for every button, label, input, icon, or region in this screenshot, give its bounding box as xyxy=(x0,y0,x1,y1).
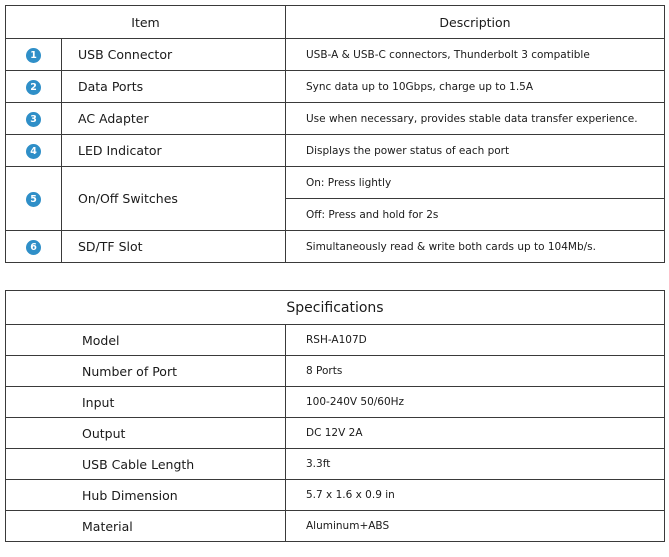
item-column-header: Item xyxy=(6,6,286,39)
spec-row-hub-dimension xyxy=(6,480,665,511)
numbered-circle-icon: 1 xyxy=(26,48,41,63)
item-name: SD/TF Slot xyxy=(62,231,286,263)
item-description: Off: Press and hold for 2s xyxy=(286,199,665,231)
spec-label: Number of Port xyxy=(6,356,286,387)
item-row-usb-connector xyxy=(6,39,665,71)
spec-label: USB Cable Length xyxy=(6,449,286,480)
item-description: Displays the power status of each port xyxy=(286,135,665,167)
spec-value: 100-240V 50/60Hz xyxy=(286,387,665,418)
item-name: Data Ports xyxy=(62,71,286,103)
spec-label: Input xyxy=(6,387,286,418)
numbered-circle-icon: 3 xyxy=(26,112,41,127)
items-table xyxy=(5,5,665,263)
item-description: On: Press lightly xyxy=(286,167,665,199)
spec-row-input xyxy=(6,387,665,418)
spec-row-usb-cable-length xyxy=(6,449,665,480)
numbered-circle-icon: 2 xyxy=(26,80,41,95)
spec-label: Model xyxy=(6,325,286,356)
description-column-header: Description xyxy=(286,6,665,39)
spec-value: Aluminum+ABS xyxy=(286,511,665,542)
spec-row-material xyxy=(6,511,665,542)
spec-label: Hub Dimension xyxy=(6,480,286,511)
item-row-data-ports xyxy=(6,71,665,103)
item-row-ac-adapter xyxy=(6,103,665,135)
spec-value: DC 12V 2A xyxy=(286,418,665,449)
item-description: USB-A & USB-C connectors, Thunderbolt 3 compatible xyxy=(286,39,665,71)
spec-value: 3.3ft xyxy=(286,449,665,480)
numbered-circle-icon: 4 xyxy=(26,144,41,159)
specifications-title-row xyxy=(6,291,665,325)
specifications-table xyxy=(5,290,665,542)
item-name: AC Adapter xyxy=(62,103,286,135)
spec-label: Material xyxy=(6,511,286,542)
spec-value: 5.7 x 1.6 x 0.9 in xyxy=(286,480,665,511)
item-row-led-indicator xyxy=(6,135,665,167)
item-name: On/Off Switches xyxy=(62,167,286,231)
items-table-header-row xyxy=(6,6,665,39)
spec-row-number-of-port xyxy=(6,356,665,387)
item-name: USB Connector xyxy=(62,39,286,71)
item-name: LED Indicator xyxy=(62,135,286,167)
specifications-title: Specifications xyxy=(6,291,665,325)
spec-row-model xyxy=(6,325,665,356)
spec-value: RSH-A107D xyxy=(286,325,665,356)
numbered-circle-icon: 6 xyxy=(26,240,41,255)
item-row-on-off-switches xyxy=(6,167,665,199)
numbered-circle-icon: 5 xyxy=(26,192,41,207)
spec-label: Output xyxy=(6,418,286,449)
spec-value: 8 Ports xyxy=(286,356,665,387)
item-row-sd-tf-slot xyxy=(6,231,665,263)
item-description: Use when necessary, provides stable data transfer experience. xyxy=(286,103,665,135)
item-description: Simultaneously read & write both cards up to 104Mb/s. xyxy=(286,231,665,263)
item-description: Sync data up to 10Gbps, charge up to 1.5A xyxy=(286,71,665,103)
spec-row-output xyxy=(6,418,665,449)
